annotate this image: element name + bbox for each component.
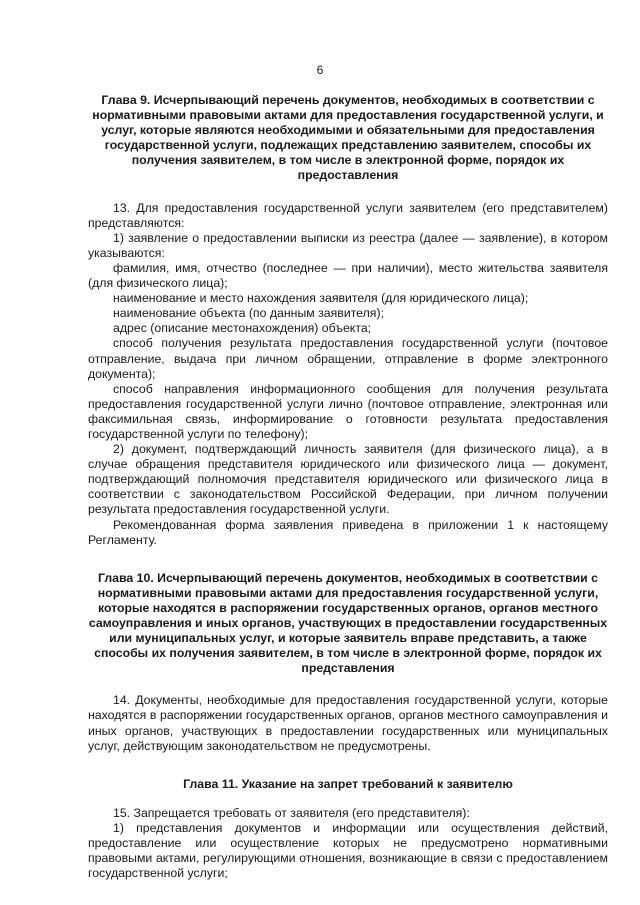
paragraph-13-item-1-legal-entity: наименование и место нахождения заявителя (для юридического лица);	[113, 291, 529, 306]
paragraph-13: 13. Для предоставления государственной услуги заявителем (его представителем) представляются:	[88, 200, 608, 230]
paragraph-13-item-2: 2) документ, подтверждающий личность заявителя (для физического лица), а в случае обращения представителя юридического или физического лица — документ, подтверждающий полномочия представителя юридического или физического лица в соответствии с законодательством Российской Федерации, при личном получении результата предоставления государственной услуги.	[88, 442, 608, 517]
page-number: 6	[316, 63, 324, 77]
paragraph-13-item-1-result-method: способ получения результата предоставления государственной услуги (почтовое отправление, выдача при личном обращении, отправление в форме электронного документа);	[88, 336, 608, 381]
paragraph-15: 15. Запрещается требовать от заявителя (его представителя):	[113, 805, 470, 820]
paragraph-13-item-1: 1) заявление о предоставлении выписки из реестра (далее — заявление), в котором указываются:	[88, 230, 608, 260]
paragraph-13-item-1-full-name: фамилия, имя, отчество (последнее — при наличии), место жительства заявителя (для физического лица);	[88, 260, 608, 291]
paragraph-13-item-1-notification-method: способ направления информационного сообщения для получения результата предоставления государственной услуги лично (почтовое отправление, электронная или факсимильная связь, информирование о готовности результата предоставления государственной услуги по телефону);	[88, 381, 608, 441]
chapter-11-heading: Глава 11. Указание на запрет требований к заявителю	[183, 776, 513, 791]
page-content	[88, 93, 608, 881]
paragraph-14: 14. Документы, необходимые для предоставления государственной услуги, которые находятся в распоряжении государственных органов, органов местного самоуправления и иных органов, участвующих в предоставлении государственных или муниципальных услуг, действующим законодательством не предусмотрены.	[88, 693, 608, 753]
paragraph-15-item-1: 1) представления документов и информации или осуществления действий, предоставление или осуществление которых не предусмотрено нормативными правовыми актами, регулирующими отношения, возникающие в связи с предоставлением государственной услуги;	[88, 820, 608, 881]
chapter-10-heading: Глава 10. Исчерпывающий перечень документов, необходимых в соответствии с нормативными правовыми актами для предоставления государственной услуги, которые находятся в распоряжении государственных органов, органов местного самоуправления и иных органов, участвующих в предоставлении государственных или муниципальных услуг, и которые заявитель вправе представить, а также способы их получения заявителем, в том числе в электронной форме, порядок их представления	[88, 570, 608, 676]
chapter-9-heading: Глава 9. Исчерпывающий перечень документов, необходимых в соответствии с нормативными правовыми актами для предоставления государственной услуги, и услуг, которые являются необходимыми и обязательными для предоставления государственной услуги, подлежащих представлению заявителем, способы их получения заявителем, в том числе в электронной форме, порядок их предоставления	[92, 93, 604, 183]
paragraph-13-item-1-object-name: наименование объекта (по данным заявителя);	[113, 306, 384, 321]
paragraph-13-item-1-object-address: адрес (описание местонахождения) объекта;	[113, 321, 372, 336]
paragraph-13-recommended-form: Рекомендованная форма заявления приведена в приложении 1 к настоящему Регламенту.	[88, 517, 608, 547]
